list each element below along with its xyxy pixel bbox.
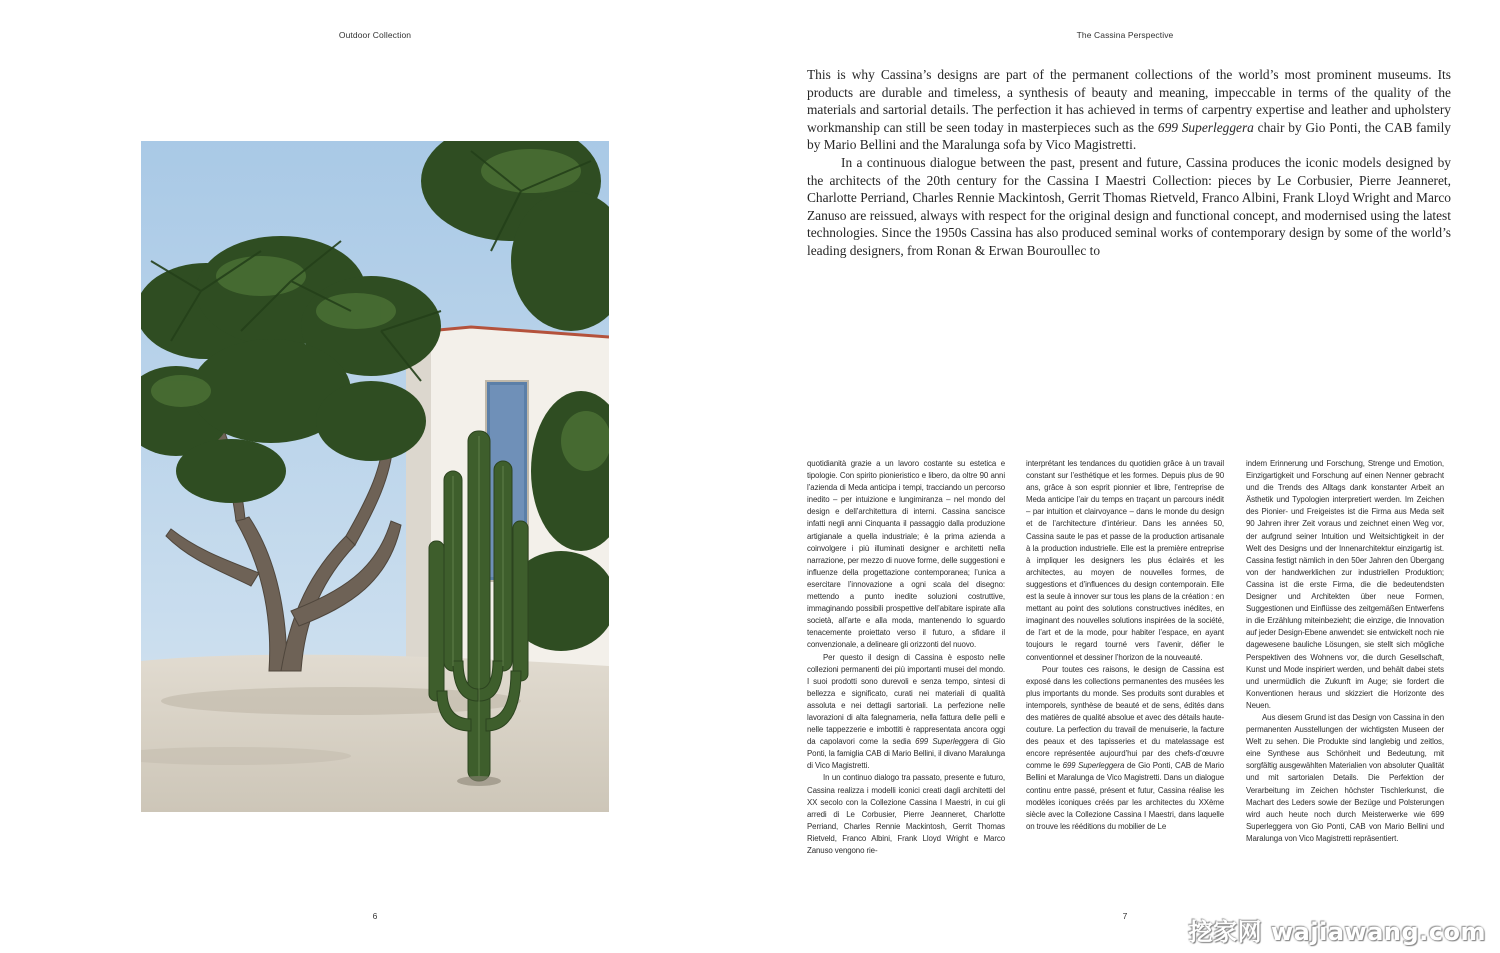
french-column bbox=[1026, 458, 1224, 833]
german-column bbox=[1246, 458, 1444, 845]
french-paragraph-1: interprétant les tendances du quotidien grâce à un travail constant sur l’esthétique et les formes. Depuis plus de 90 ans, grâce à son esprit pionnier et libre, l’entreprise de Meda anticipe l’air du temps en traçant un parcours inédit – par intuition et clairvoyance – dans le monde du design et de l’architecture d’intérieur. Dans les années 50, Cassina saute le pas et passe de la production artisanale à la production industrielle. Elle est la première entreprise à impliquer les designers les plus éclairés et les architectes, au moyen de nouvelles formes, de suggestions et d’influences du design contemporain. Elle est la seule à innover sur tous les plans de la création : en mettant au point des solutions constructives inédites, en imaginant des nouvelles solutions inspirées de la société, de l’art et de la mode, pour habiter l’espace, en ayant toujours le regard tourné vers l’avenir, défier le conventionnel et dessiner l’horizon de la nouveauté. bbox=[1026, 459, 1224, 662]
italian-paragraph-1: quotidianità grazie a un lavoro costante su estetica e tipologie. Con spirito pionieristico e libero, da oltre 90 anni l’azienda di Meda anticipa i tempi, tracciando un percorso inedito – per intuizione e lungimiranza – nel mondo del design e dell’architettura di interni. Cassina sancisce infatti negli anni Cinquanta il passaggio dalla produzione artigianale a quella industriale; è la prima azienda a coinvolgere i più illuminati designer e architetti nella narrazione, per mezzo di nuove forme, delle suggestioni e influenze della progettazione contemporanea; l’unica a esercitare l’innovazione a ogni scala del disegno: mettendo a punto inedite soluzioni costruttive, immaginando possibili prospettive dell’abitare ispirate alla società, all’arte e alla moda, mantenendo lo sguardo tenacemente proiettato verso il futuro, a sfidare il convenzionale, a delineare gli orizzonti del nuovo. bbox=[807, 459, 1005, 650]
italian-paragraph-2: Per questo il design di Cassina è esposto nelle collezioni permanenti dei più importanti musei del mondo. I suoi prodotti sono durevoli e senza tempo, sintesi di bellezza e significato, curati nei materiali di qualità assoluta e nei dettagli sartoriali. La perfezione nelle lavorazioni di alta falegnameria, nella fattura delle pelli e nelle tappezzerie e imbottiti è rappresentata ancora oggi da capolavori come la sedia 699 Superleggera di Gio Ponti, la famiglia CAB di Mario Bellini, il divano Maralunga di Vico Magistretti. bbox=[807, 652, 1005, 771]
english-text bbox=[807, 66, 1451, 260]
french-paragraph-2: Pour toutes ces raisons, le design de Cassina est exposé dans les collections permanentes des musées les plus importants du monde. Ses produits sont durables et intemporels, synthèse de beauté et de sens, édités dans des matières de qualité absolue et avec des détails haute-couture. La perfection du travail de menuiserie, la facture des peaux et des tapisseries et du matelassage est encore représentée aujourd’hui par des chefs-d’œuvre comme le 699 Superleggera de Gio Ponti, CAB de Mario Bellini et Maralunga de Vico Magistretti. Dans un dialogue continu entre passé, présent et futur, Cassina réalise les modèles iconiques créés par les architectes du XXème siècle avec la Collezione Cassina I Maestri, dans laquelle on trouve les rééditions du mobilier de Le bbox=[1026, 664, 1224, 831]
page-number-right: 7 bbox=[1122, 911, 1128, 921]
running-head-right: The Cassina Perspective bbox=[1076, 30, 1174, 40]
english-paragraph-1: This is why Cassina’s designs are part of the permanent collections of the world’s most prominent museums. Its products are durable and timeless, a synthesis of beauty and meaning, impeccable in terms of the quality of the materials and sartorial details. The perfection it has achieved in terms of carpentry expertise and leather and upholstery workmanship can still be seen today in masterpieces such as the 699 Superleggera chair by Gio Ponti, the CAB family by Mario Bellini and the Maralunga sofa by Vico Magistretti. bbox=[807, 67, 1451, 153]
wall-shadow bbox=[406, 333, 431, 681]
right-page bbox=[750, 0, 1500, 953]
english-paragraph-2: In a continuous dialogue between the past, present and future, Cassina produces the iconic models designed by the architects of the 20th century for the Cassina I Maestri Collection: pieces by Le Corbusier, Pierre Jeanneret, Charlotte Perriand, Charles Rennie Mackintosh, Gerrit Thomas Rietveld, Franco Albini, Frank Lloyd Wright and Marco Zanuso are reissued, always with respect for the original design and functional concept, and modernised using the latest technologies. Since the 1950s Cassina has also produced seminal works of contemporary design by some of the world’s leading designers, from Ronan & Erwan Bouroullec to bbox=[807, 154, 1451, 258]
german-paragraph-1: indem Erinnerung und Forschung, Strenge und Emotion, Einzigartigkeit und Forschung auf einen Nenner gebracht und die Trends des Alltags dank konstanter Arbeit an Ästhetik und Typologien interpretiert werden. Im Zeichen des Pionier- und Freigeistes ist die Firma aus Meda seit 90 Jahren ihrer Zeit voraus und zeichnet einen Weg vor, der aufgrund seiner Intuition und Weitsichtigkeit in der Welt des Designs und der Innenarchitektur einzigartig ist. Cassina festigt nämlich in den 50er Jahren den Übergang von der handwerklichen zur industriellen Produktion; Cassina ist die erste Firma, die die bedeutendsten Designer und Architekten über neue Formen, Suggestionen und Einflüsse des zeitgemäßen Entwerfens in die Erzählung miteinbezieht; die einzige, die Innovation auf jeder Design-Ebene anwendet: sie entwickelt noch nie dagewesene bauliche Lösungen, sie stellt sich mögliche Perspektiven des Wohnens vor, die durch Gesellschaft, Kunst und Mode inspiriert werden, und behält dabei stets und unermüdlich die Zukunft im Auge; sie fordert die Konventionen heraus und skizziert die Horizonte des Neuen. bbox=[1246, 459, 1444, 710]
german-paragraph-2: Aus diesem Grund ist das Design von Cassina in den permanenten Ausstellungen der wichtigsten Museen der Welt zu sehen. Die Produkte sind langlebig und zeitlos, eine Synthese aus Schönheit und Bedeutung, mit sorgfältig ausgewählten Materialien von absoluter Qualität und mit sartorialen Details. Die Perfektion der Verarbeitung im Zeichen höchster Tischlerkunst, die Machart des Leders sowie der Bezüge und Polsterungen wird auch heute noch durch Meisterwerke wie 699 Superleggera von Gio Ponti, CAB von Mario Bellini und Maralunga von Vico Magistretti repräsentiert. bbox=[1246, 712, 1444, 843]
italian-column bbox=[807, 458, 1005, 857]
gravel-ground bbox=[141, 655, 609, 812]
watermark: 挖家网 wajiawang.com bbox=[1188, 918, 1486, 946]
running-head-left: Outdoor Collection bbox=[338, 30, 412, 40]
italian-paragraph-3: In un continuo dialogo tra passato, presente e futuro, Cassina realizza i modelli iconici creati dagli architetti del XX secolo con la Collezione Cassina I Maestri, in cui gli arredi di Le Corbusier, Pierre Jeanneret, Charlotte Perriand, Charles Rennie Mackintosh, Gerrit Thomas Rietveld, Franco Albini, Frank Lloyd Wright e Marco Zanuso vengono rie- bbox=[807, 773, 1005, 855]
page-number-left: 6 bbox=[372, 911, 378, 921]
garden-photo bbox=[141, 141, 609, 812]
